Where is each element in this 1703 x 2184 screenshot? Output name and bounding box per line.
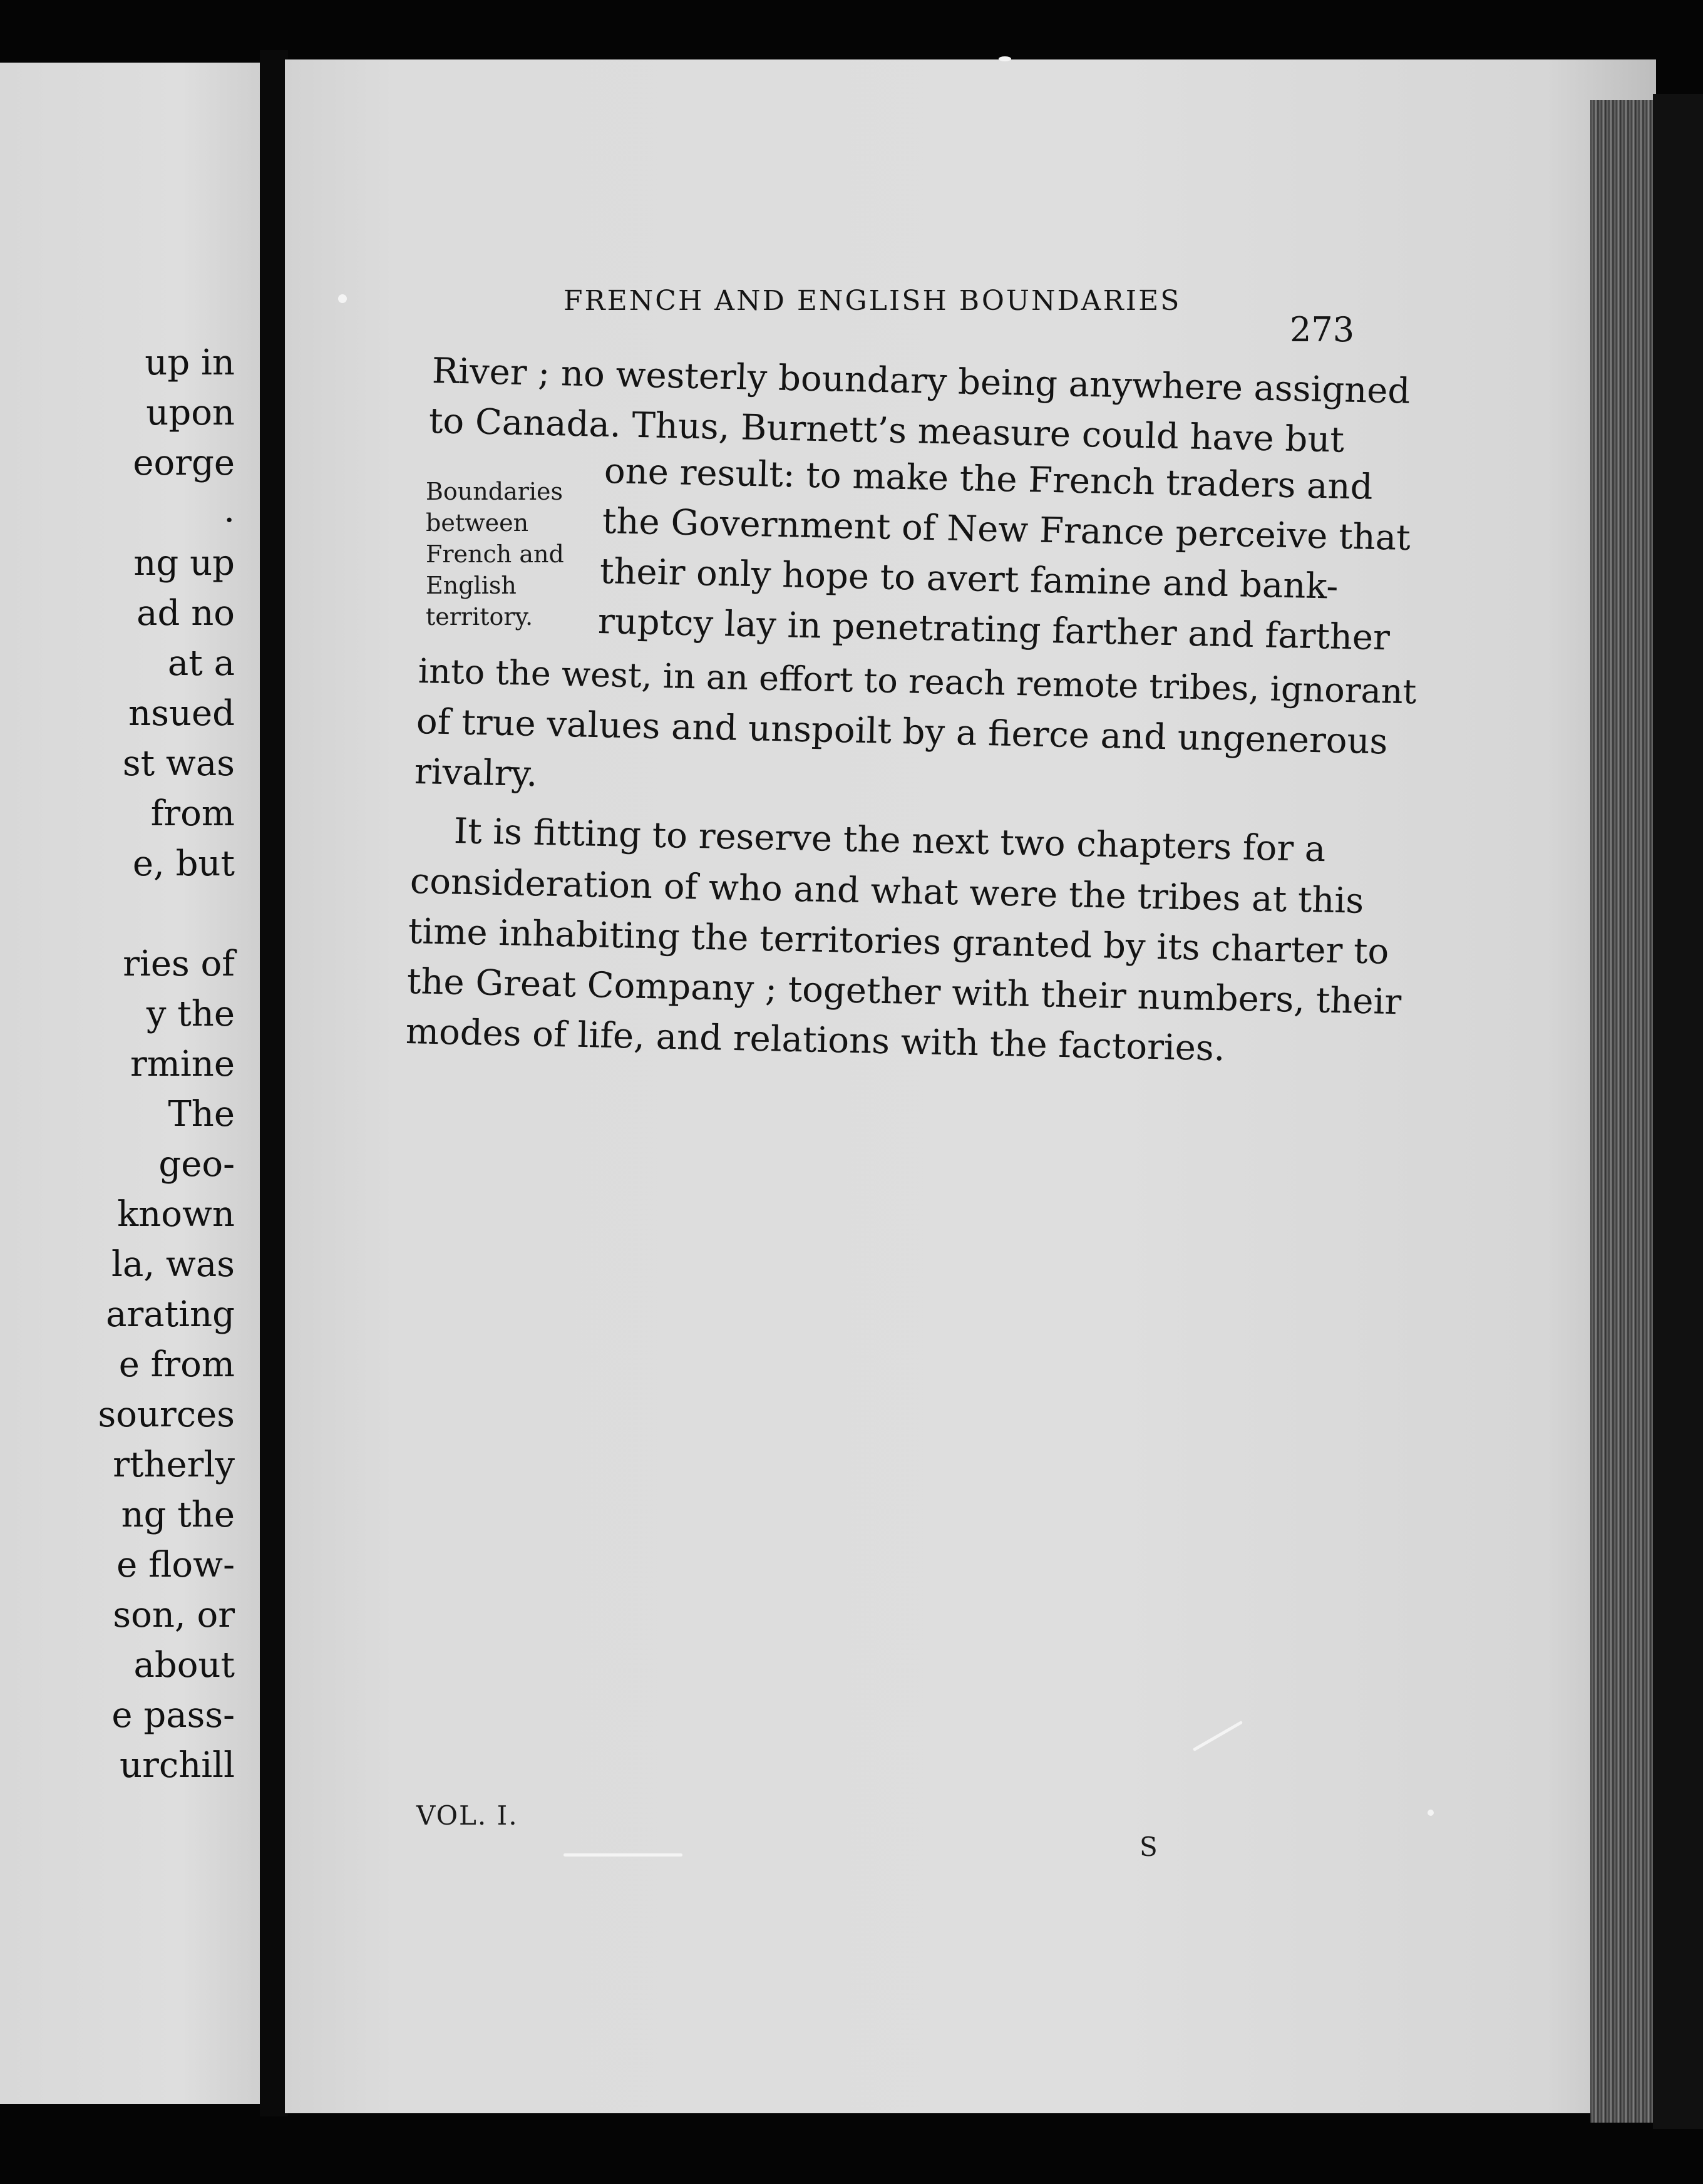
body-line: It is fitting to reserve the next two chapters for a <box>453 811 1326 870</box>
body-line: their only hope to avert famine and bank- <box>599 551 1339 607</box>
body-line: rivalry. <box>414 751 538 795</box>
margin-note <box>426 476 564 632</box>
left-page-line: urchill <box>120 1745 235 1786</box>
left-page-line: e, but <box>132 843 235 884</box>
left-page-line: la, was <box>111 1244 235 1285</box>
left-page-line: from <box>150 793 235 834</box>
book-edge <box>1653 94 1703 2129</box>
scan-speck <box>999 56 1011 61</box>
left-page-line: geo- <box>158 1144 235 1185</box>
body-line: of true values and unspoilt by a fierce and ungenerous <box>416 701 1388 763</box>
left-page-line: nsued <box>128 693 235 734</box>
book-gutter <box>260 50 288 2116</box>
scan-speck <box>1428 1810 1434 1816</box>
previous-page-fragment <box>0 63 260 2104</box>
page-edges <box>1590 100 1659 2123</box>
footer-volume: VOL. I. <box>416 1800 518 1831</box>
body-line: to Canada. Thus, Burnett’s measure could have but <box>428 401 1345 461</box>
scan-speck <box>338 294 347 303</box>
left-page-line: ries of <box>123 944 235 984</box>
margin-note-line: territory. <box>426 603 533 631</box>
page-number: 273 <box>1290 310 1355 349</box>
left-page-line: upon <box>146 393 235 433</box>
body-line: one result: to make the French traders and <box>604 451 1374 508</box>
body-line: ruptcy lay in penetrating farther and farther <box>597 601 1391 659</box>
left-page-line: The <box>168 1094 235 1135</box>
body-line: the Government of New France perceive that <box>602 501 1411 559</box>
left-page-line: . <box>224 490 235 530</box>
margin-note-line: English <box>426 572 517 599</box>
body-line: time inhabiting the territories granted by its charter to <box>408 911 1389 972</box>
body-line: into the west, in an effort to reach remote tribes, ignorant <box>418 651 1417 712</box>
left-page-line: ad no <box>136 593 235 634</box>
body-line: consideration of who and what were the tribes at this <box>409 861 1364 922</box>
left-page-line: e from <box>118 1344 235 1385</box>
left-page-line: rmine <box>130 1044 235 1084</box>
left-page-line: ng the <box>121 1495 235 1535</box>
left-page-line: about <box>133 1645 235 1686</box>
body-line: the Great Company ; together with their numbers, their <box>406 961 1402 1023</box>
margin-note-line: Boundaries <box>426 478 563 505</box>
left-page-line: ng up <box>133 543 235 584</box>
left-page-line: eorge <box>133 443 235 483</box>
running-head: FRENCH AND ENGLISH BOUNDARIES <box>563 285 1181 317</box>
footer-signature-mark: S <box>1140 1831 1158 1862</box>
left-page-line: y the <box>146 994 235 1034</box>
left-page-line: at a <box>167 643 235 684</box>
left-page-line: st was <box>122 743 235 784</box>
left-page-line: sources <box>98 1394 235 1435</box>
left-page-line: e flow- <box>116 1545 235 1585</box>
margin-note-line: French and <box>426 540 564 568</box>
left-page-line: e pass- <box>111 1695 235 1736</box>
left-page-line: up in <box>145 343 235 383</box>
scan-speck <box>563 1853 682 1857</box>
body-line: modes of life, and relations with the factories. <box>405 1011 1226 1069</box>
left-page-line: rtherly <box>113 1445 235 1485</box>
margin-note-line: between <box>426 509 529 537</box>
left-page-line: son, or <box>113 1595 235 1635</box>
body-line: River ; no westerly boundary being anywhere assigned <box>431 351 1411 412</box>
left-page-line: arating <box>106 1294 235 1335</box>
left-page-line: known <box>117 1194 235 1235</box>
